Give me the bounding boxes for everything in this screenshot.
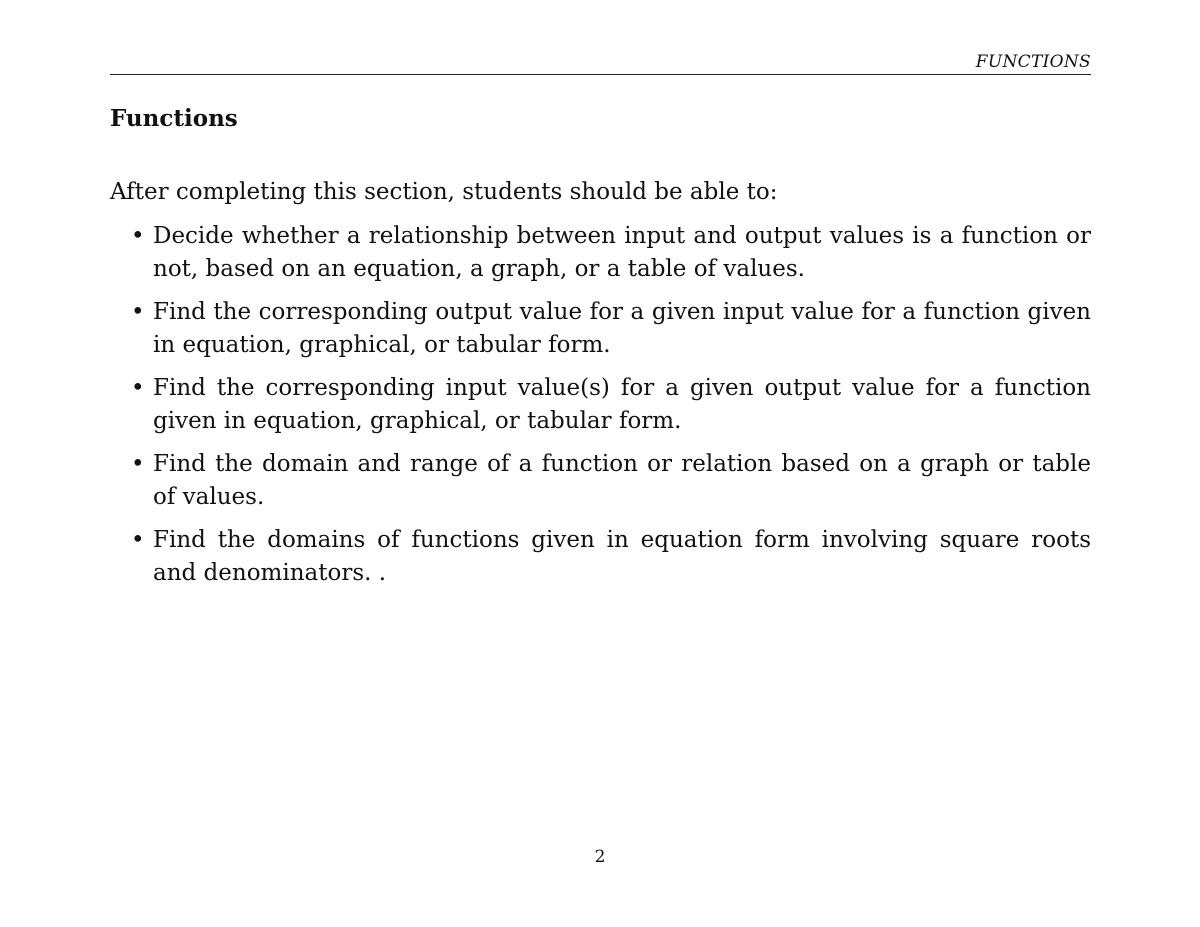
section-intro: After completing this section, students should be able to:	[110, 179, 778, 205]
objective-item	[110, 448, 1091, 514]
objective-text: Find the domain and range of a function or relation based on a graph or table of values.	[153, 451, 1091, 510]
bullet-icon: •	[131, 223, 145, 249]
objective-item	[110, 296, 1091, 362]
section-title: Functions	[110, 105, 238, 132]
running-header: FUNCTIONS	[975, 52, 1091, 72]
objective-text: Find the corresponding output value for a given input value for a function given in equation, graphical, or tabular form.	[153, 299, 1091, 358]
objective-item	[110, 220, 1091, 286]
bullet-icon: •	[131, 451, 145, 477]
objective-text: Find the domains of functions given in equation form involving square roots and denominators. .	[153, 527, 1091, 586]
bullet-icon: •	[131, 299, 145, 325]
objective-item	[110, 524, 1091, 590]
header-rule	[110, 74, 1091, 75]
learning-objectives-list	[110, 220, 1091, 600]
bullet-icon: •	[131, 527, 145, 553]
objective-text: Decide whether a relationship between input and output values is a function or not, based on an equation, a graph, or a table of values.	[153, 223, 1091, 282]
page-number: 2	[594, 847, 606, 867]
bullet-icon: •	[131, 375, 145, 401]
objective-item	[110, 372, 1091, 438]
objective-text: Find the corresponding input value(s) for a given output value for a function given in equation, graphical, or tabular form.	[153, 375, 1091, 434]
